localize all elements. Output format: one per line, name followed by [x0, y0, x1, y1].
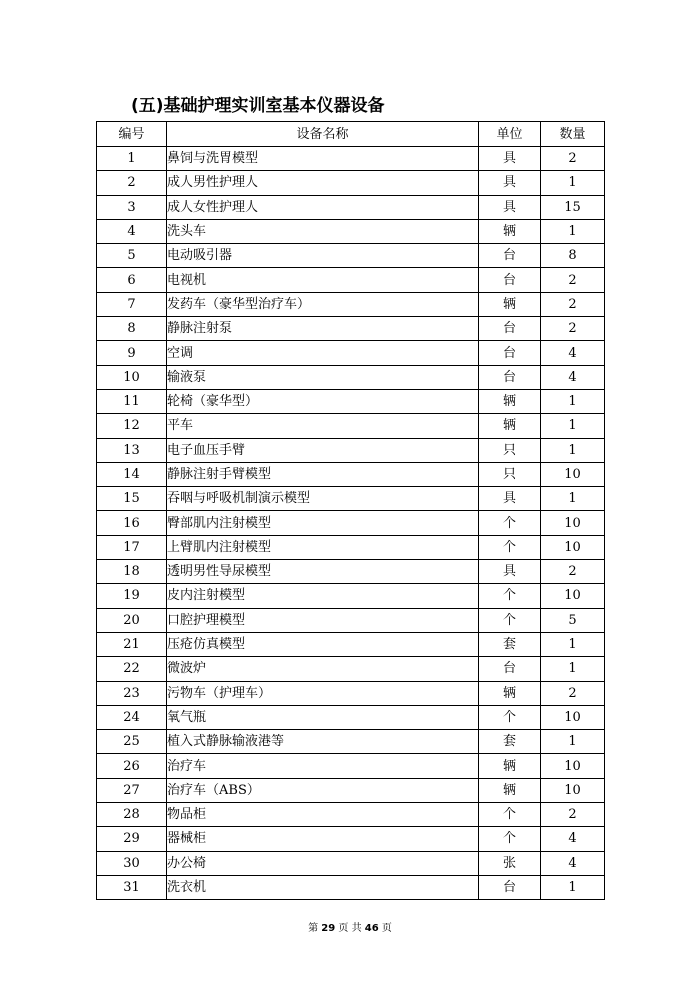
- row-unit: 台: [479, 875, 541, 899]
- row-unit: 辆: [479, 681, 541, 705]
- row-equipment-name: 氧气瓶: [167, 705, 479, 729]
- header-unit: 单位: [479, 122, 541, 147]
- row-number: 16: [97, 511, 167, 535]
- row-number: 27: [97, 778, 167, 802]
- row-number: 18: [97, 560, 167, 584]
- row-number: 13: [97, 438, 167, 462]
- row-quantity: 1: [541, 438, 605, 462]
- row-number: 23: [97, 681, 167, 705]
- row-equipment-name: 发药车（豪华型治疗车）: [167, 292, 479, 316]
- row-number: 2: [97, 171, 167, 195]
- row-number: 29: [97, 827, 167, 851]
- table-row: [97, 730, 605, 754]
- table-row: [97, 657, 605, 681]
- row-quantity: 10: [541, 511, 605, 535]
- row-quantity: 4: [541, 827, 605, 851]
- table-row: [97, 778, 605, 802]
- row-equipment-name: 洗衣机: [167, 875, 479, 899]
- row-equipment-name: 洗头车: [167, 219, 479, 243]
- row-quantity: 10: [541, 754, 605, 778]
- row-equipment-name: 透明男性导尿模型: [167, 560, 479, 584]
- row-number: 19: [97, 584, 167, 608]
- row-unit: 个: [479, 511, 541, 535]
- row-quantity: 10: [541, 778, 605, 802]
- page-footer: [0, 919, 700, 934]
- row-quantity: 10: [541, 462, 605, 486]
- row-quantity: 1: [541, 219, 605, 243]
- row-unit: 台: [479, 244, 541, 268]
- table-row: [97, 511, 605, 535]
- footer-prefix: 第: [308, 923, 319, 934]
- row-unit: 具: [479, 171, 541, 195]
- row-unit: 张: [479, 851, 541, 875]
- row-equipment-name: 成人男性护理人: [167, 171, 479, 195]
- row-number: 1: [97, 147, 167, 171]
- row-quantity: 1: [541, 414, 605, 438]
- table-row: [97, 462, 605, 486]
- table-row: [97, 487, 605, 511]
- table-row: [97, 389, 605, 413]
- row-quantity: 10: [541, 705, 605, 729]
- row-number: 10: [97, 365, 167, 389]
- row-number: 31: [97, 875, 167, 899]
- row-unit: 个: [479, 827, 541, 851]
- row-unit: 辆: [479, 389, 541, 413]
- row-equipment-name: 上臂肌内注射模型: [167, 535, 479, 559]
- equipment-table: [96, 121, 605, 900]
- row-number: 17: [97, 535, 167, 559]
- row-quantity: 10: [541, 584, 605, 608]
- table-row: [97, 875, 605, 899]
- row-equipment-name: 电视机: [167, 268, 479, 292]
- row-unit: 台: [479, 268, 541, 292]
- row-quantity: 2: [541, 147, 605, 171]
- row-number: 4: [97, 219, 167, 243]
- row-equipment-name: 微波炉: [167, 657, 479, 681]
- table-header-row: [97, 122, 605, 147]
- table-row: [97, 268, 605, 292]
- row-unit: 台: [479, 657, 541, 681]
- row-equipment-name: 物品柜: [167, 803, 479, 827]
- row-number: 5: [97, 244, 167, 268]
- row-equipment-name: 皮内注射模型: [167, 584, 479, 608]
- row-equipment-name: 空调: [167, 341, 479, 365]
- table-row: [97, 827, 605, 851]
- row-unit: 具: [479, 487, 541, 511]
- row-unit: 只: [479, 462, 541, 486]
- footer-middle: 页 共: [338, 923, 362, 934]
- table-body: [97, 147, 605, 900]
- row-equipment-name: 污物车（护理车）: [167, 681, 479, 705]
- table-row: [97, 438, 605, 462]
- row-number: 11: [97, 389, 167, 413]
- row-number: 8: [97, 317, 167, 341]
- row-quantity: 4: [541, 341, 605, 365]
- row-equipment-name: 成人女性护理人: [167, 195, 479, 219]
- row-equipment-name: 电动吸引器: [167, 244, 479, 268]
- table-row: [97, 754, 605, 778]
- row-number: 30: [97, 851, 167, 875]
- row-unit: 个: [479, 535, 541, 559]
- row-number: 3: [97, 195, 167, 219]
- row-equipment-name: 办公椅: [167, 851, 479, 875]
- table-row: [97, 681, 605, 705]
- row-number: 15: [97, 487, 167, 511]
- table-row: [97, 317, 605, 341]
- table-row: [97, 195, 605, 219]
- table-row: [97, 608, 605, 632]
- row-unit: 辆: [479, 219, 541, 243]
- row-equipment-name: 静脉注射泵: [167, 317, 479, 341]
- row-number: 21: [97, 632, 167, 656]
- table-row: [97, 803, 605, 827]
- row-number: 6: [97, 268, 167, 292]
- row-unit: 套: [479, 730, 541, 754]
- table-row: [97, 365, 605, 389]
- row-unit: 套: [479, 632, 541, 656]
- table-row: [97, 535, 605, 559]
- row-number: 22: [97, 657, 167, 681]
- row-quantity: 2: [541, 317, 605, 341]
- row-quantity: 10: [541, 535, 605, 559]
- row-unit: 台: [479, 365, 541, 389]
- row-quantity: 2: [541, 681, 605, 705]
- row-quantity: 2: [541, 560, 605, 584]
- table-row: [97, 705, 605, 729]
- row-quantity: 2: [541, 292, 605, 316]
- row-quantity: 1: [541, 171, 605, 195]
- row-equipment-name: 电子血压手臂: [167, 438, 479, 462]
- table-row: [97, 560, 605, 584]
- footer-suffix: 页: [381, 923, 392, 934]
- row-unit: 台: [479, 341, 541, 365]
- row-equipment-name: 输液泵: [167, 365, 479, 389]
- row-unit: 个: [479, 608, 541, 632]
- row-quantity: 1: [541, 730, 605, 754]
- section-title: (五)基础护理实训室基本仪器设备: [131, 96, 385, 116]
- row-quantity: 2: [541, 803, 605, 827]
- row-unit: 具: [479, 560, 541, 584]
- row-number: 25: [97, 730, 167, 754]
- row-quantity: 1: [541, 389, 605, 413]
- row-equipment-name: 静脉注射手臂模型: [167, 462, 479, 486]
- row-number: 7: [97, 292, 167, 316]
- row-number: 12: [97, 414, 167, 438]
- header-quantity: 数量: [541, 122, 605, 147]
- row-unit: 个: [479, 705, 541, 729]
- table-row: [97, 414, 605, 438]
- row-unit: 个: [479, 803, 541, 827]
- row-quantity: 1: [541, 632, 605, 656]
- row-equipment-name: 平车: [167, 414, 479, 438]
- row-equipment-name: 口腔护理模型: [167, 608, 479, 632]
- row-number: 28: [97, 803, 167, 827]
- row-equipment-name: 治疗车: [167, 754, 479, 778]
- row-unit: 个: [479, 584, 541, 608]
- row-unit: 具: [479, 195, 541, 219]
- row-quantity: 1: [541, 487, 605, 511]
- table-row: [97, 244, 605, 268]
- table-row: [97, 632, 605, 656]
- row-unit: 只: [479, 438, 541, 462]
- table-row: [97, 171, 605, 195]
- row-equipment-name: 鼻饲与洗胃模型: [167, 147, 479, 171]
- row-unit: 辆: [479, 778, 541, 802]
- row-number: 14: [97, 462, 167, 486]
- row-equipment-name: 压疮仿真模型: [167, 632, 479, 656]
- row-unit: 具: [479, 147, 541, 171]
- row-quantity: 8: [541, 244, 605, 268]
- table-row: [97, 147, 605, 171]
- row-equipment-name: 臀部肌内注射模型: [167, 511, 479, 535]
- table-row: [97, 292, 605, 316]
- row-number: 9: [97, 341, 167, 365]
- row-equipment-name: 植入式静脉输液港等: [167, 730, 479, 754]
- table-row: [97, 851, 605, 875]
- row-number: 20: [97, 608, 167, 632]
- table-row: [97, 584, 605, 608]
- row-unit: 辆: [479, 292, 541, 316]
- footer-total-pages: 46: [364, 923, 379, 934]
- row-quantity: 5: [541, 608, 605, 632]
- footer-page-number: 29: [321, 923, 336, 934]
- header-number: 编号: [97, 122, 167, 147]
- row-quantity: 1: [541, 875, 605, 899]
- row-quantity: 15: [541, 195, 605, 219]
- row-quantity: 4: [541, 851, 605, 875]
- row-equipment-name: 器械柜: [167, 827, 479, 851]
- table-row: [97, 341, 605, 365]
- row-unit: 辆: [479, 414, 541, 438]
- row-unit: 台: [479, 317, 541, 341]
- row-equipment-name: 轮椅（豪华型）: [167, 389, 479, 413]
- row-number: 26: [97, 754, 167, 778]
- table-row: [97, 219, 605, 243]
- row-number: 24: [97, 705, 167, 729]
- header-equipment-name: 设备名称: [167, 122, 479, 147]
- row-quantity: 1: [541, 657, 605, 681]
- row-quantity: 2: [541, 268, 605, 292]
- row-unit: 辆: [479, 754, 541, 778]
- row-equipment-name: 吞咽与呼吸机制演示模型: [167, 487, 479, 511]
- row-equipment-name: 治疗车（ABS）: [167, 778, 479, 802]
- row-quantity: 4: [541, 365, 605, 389]
